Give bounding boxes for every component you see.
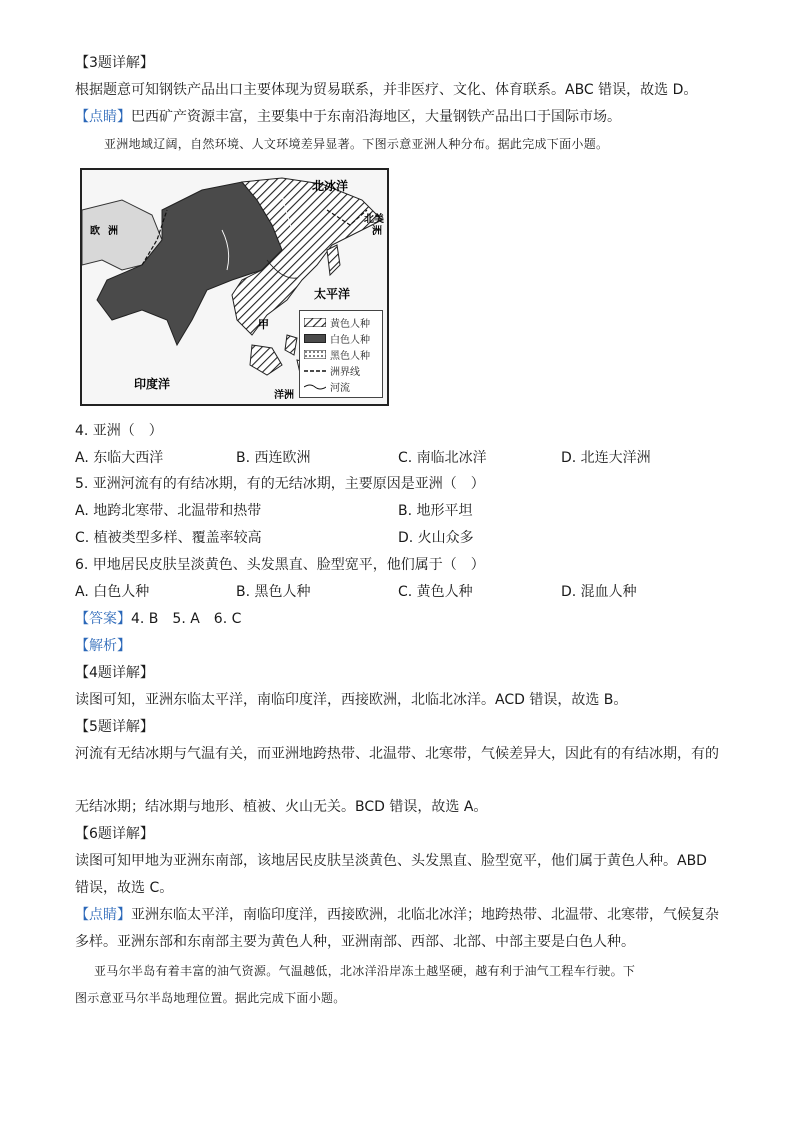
q5-option-a: A. 地跨北寒带、北温带和热带 bbox=[75, 503, 262, 519]
q3-header: 【3题详解】 bbox=[75, 55, 154, 71]
q5-header: 【5题详解】 bbox=[75, 719, 154, 735]
map-legend bbox=[299, 310, 383, 398]
label-europe-1: 欧 bbox=[90, 226, 100, 237]
q4-option-b: B. 西连欧洲 bbox=[236, 450, 311, 466]
label-arctic-ocean: 北冰洋 bbox=[312, 179, 349, 193]
label-pacific-ocean: 太平洋 bbox=[314, 287, 351, 301]
q6-option-b: B. 黑色人种 bbox=[236, 584, 311, 600]
q5-explanation-1: 河流有无结冰期与气温有关，而亚洲地跨热带、北温带、北寒带，气候差异大，因此有的有结冰期，有的 bbox=[75, 746, 719, 762]
tip2-line-1 bbox=[75, 905, 719, 925]
intro2-line-1: 亚马尔半岛有着丰富的油气资源。气温越低，北冰洋沿岸冻土越坚硬，越有利于油气工程车行驶。下 bbox=[94, 964, 636, 978]
legend-swatch-dots bbox=[304, 350, 326, 359]
legend-boundary bbox=[304, 363, 360, 378]
q4-option-d: D. 北连大洋洲 bbox=[561, 450, 651, 466]
legend-boundary-label: 洲界线 bbox=[330, 367, 360, 378]
q4-header: 【4题详解】 bbox=[75, 665, 154, 681]
q6-explanation-2: 错误，故选 C。 bbox=[75, 880, 174, 896]
answer-text: 4. B 5. A 6. C bbox=[131, 611, 242, 627]
legend-swatch-boundary bbox=[304, 366, 326, 375]
legend-white-label: 白色人种 bbox=[330, 335, 370, 346]
analysis-label: 【解析】 bbox=[75, 638, 131, 654]
legend-yellow bbox=[304, 315, 370, 330]
q4-option-c: C. 南临北冰洋 bbox=[398, 450, 487, 466]
legend-river-label: 河流 bbox=[330, 383, 350, 394]
answer-label: 【答案】 bbox=[75, 611, 131, 627]
tip-label: 【点睛】 bbox=[75, 109, 131, 125]
q3-tip bbox=[75, 107, 621, 127]
intro2-line-2: 图示意亚马尔半岛地理位置。据此完成下面小题。 bbox=[75, 991, 346, 1005]
q6-header: 【6题详解】 bbox=[75, 826, 154, 842]
q4-option-a: A. 东临大西洋 bbox=[75, 450, 164, 466]
tip2-text-1: 亚洲东临太平洋，南临印度洋，西接欧洲，北临北冰洋；地跨热带、北温带、北寒带，气候复杂 bbox=[131, 907, 719, 923]
label-north-america-1: 北美 bbox=[364, 214, 384, 225]
q4-stem: 4. 亚洲（ ） bbox=[75, 423, 163, 439]
label-oceania: 洋洲 bbox=[274, 390, 294, 401]
label-north-america-2: 洲 bbox=[372, 226, 382, 237]
tip-text: 巴西矿产资源丰富，主要集中于东南沿海地区，大量钢铁产品出口于国际市场。 bbox=[131, 109, 621, 125]
legend-swatch-river bbox=[304, 382, 326, 391]
q6-option-d: D. 混血人种 bbox=[561, 584, 637, 600]
label-location-jia: 甲 bbox=[258, 318, 269, 331]
q5-explanation-2: 无结冰期；结冰期与地形、植被、火山无关。BCD 错误，故选 A。 bbox=[75, 799, 488, 815]
legend-swatch-dark bbox=[304, 334, 326, 343]
q6-option-c: C. 黄色人种 bbox=[398, 584, 473, 600]
q6-stem: 6. 甲地居民皮肤呈淡黄色、头发黑直、脸型宽平，他们属于（ ） bbox=[75, 557, 485, 573]
q3-explanation: 根据题意可知钢铁产品出口主要体现为贸易联系，并非医疗、文化、体育联系。ABC 错误，故选 D。 bbox=[75, 82, 698, 98]
q5-stem: 5. 亚洲河流有的有结冰期，有的无结冰期，主要原因是亚洲（ ） bbox=[75, 476, 485, 492]
label-europe-2: 洲 bbox=[108, 226, 118, 237]
asia-race-map bbox=[80, 168, 389, 406]
label-indian-ocean: 印度洋 bbox=[134, 377, 171, 391]
legend-swatch-hatch bbox=[304, 318, 326, 327]
q5-option-d: D. 火山众多 bbox=[398, 530, 474, 546]
tip2-label: 【点睛】 bbox=[75, 907, 131, 923]
q5-option-c: C. 植被类型多样、覆盖率较高 bbox=[75, 530, 262, 546]
legend-black-label: 黑色人种 bbox=[330, 351, 370, 362]
q6-option-a: A. 白色人种 bbox=[75, 584, 150, 600]
legend-white bbox=[304, 331, 370, 346]
legend-black bbox=[304, 347, 370, 362]
q4-explanation: 读图可知，亚洲东临太平洋，南临印度洋，西接欧洲，北临北冰洋。ACD 错误，故选 B。 bbox=[75, 692, 628, 708]
map-intro: 亚洲地域辽阔，自然环境、人文环境差异显著。下图示意亚洲人种分布。据此完成下面小题。 bbox=[104, 137, 609, 151]
answer-line bbox=[75, 609, 241, 629]
q5-option-b: B. 地形平坦 bbox=[398, 503, 473, 519]
legend-yellow-label: 黄色人种 bbox=[330, 319, 370, 330]
q6-explanation-1: 读图可知甲地为亚洲东南部，该地居民皮肤呈淡黄色、头发黑直、脸型宽平，他们属于黄色人种。ABD bbox=[75, 853, 707, 869]
tip2-line-2: 多样。亚洲东部和东南部主要为黄色人种，亚洲南部、西部、北部、中部主要是白色人种。 bbox=[75, 934, 635, 950]
legend-river bbox=[304, 379, 350, 394]
